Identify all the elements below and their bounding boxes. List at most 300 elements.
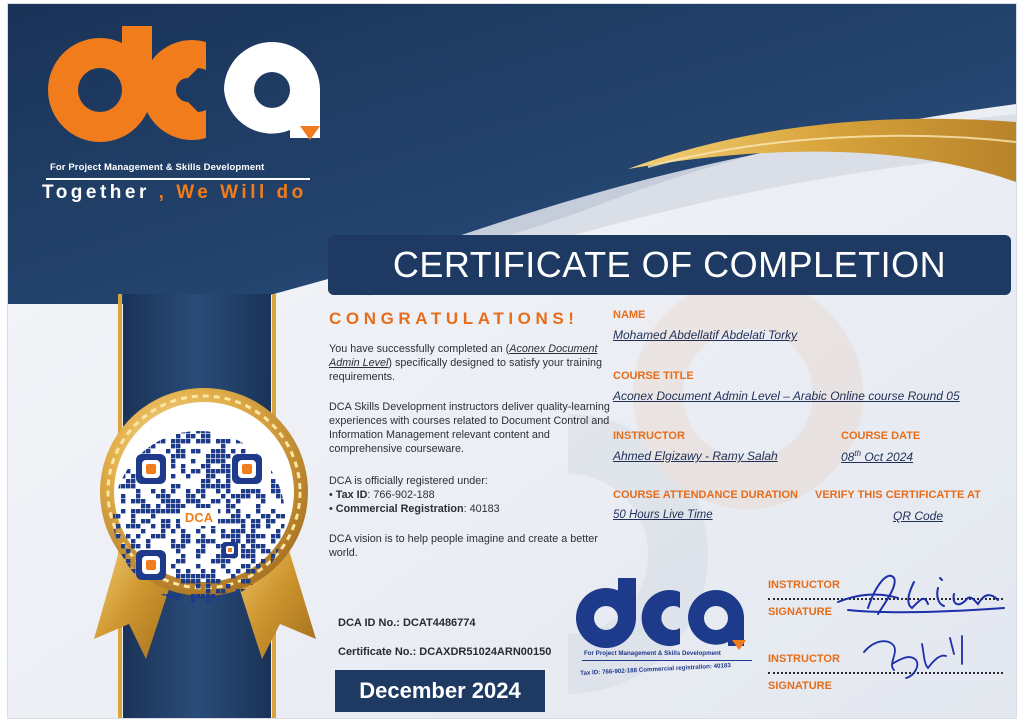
qr-module	[201, 539, 205, 543]
qr-module	[201, 544, 205, 548]
qr-module	[141, 604, 145, 608]
qr-module	[176, 574, 180, 578]
qr-module	[226, 499, 230, 503]
qr-module	[196, 504, 200, 508]
qr-module	[286, 489, 290, 493]
qr-module	[276, 489, 280, 493]
qr-module	[166, 494, 170, 498]
qr-module	[201, 504, 205, 508]
qr-module	[241, 429, 245, 433]
qr-module	[181, 544, 185, 548]
qr-module	[256, 544, 260, 548]
verify-link[interactable]: QR Code	[893, 509, 944, 523]
qr-module	[276, 584, 280, 588]
qr-module	[286, 484, 290, 488]
qr-module	[241, 554, 245, 558]
qr-module	[126, 454, 130, 458]
qr-module	[151, 489, 155, 493]
qr-module	[271, 509, 275, 513]
qr-module	[121, 574, 125, 578]
qr-module	[231, 494, 235, 498]
qr-module	[171, 484, 175, 488]
qr-module	[271, 599, 275, 603]
tax-id-value: : 766-902-188	[367, 489, 435, 501]
qr-module	[116, 524, 120, 528]
signature2-drawing	[858, 624, 978, 684]
qr-module	[206, 484, 210, 488]
qr-module	[156, 509, 160, 513]
signature2-label-bottom: SIGNATURE	[768, 680, 832, 692]
qr-module	[141, 589, 145, 593]
qr-module	[166, 524, 170, 528]
signature1-label-top: INSTRUCTOR	[768, 579, 840, 591]
qr-module	[216, 554, 220, 558]
qr-module	[136, 604, 140, 608]
qr-module	[246, 554, 250, 558]
qr-module	[261, 439, 265, 443]
qr-module	[211, 499, 215, 503]
qr-module	[251, 524, 255, 528]
qr-module	[121, 599, 125, 603]
qr-module	[151, 524, 155, 528]
qr-module	[181, 574, 185, 578]
bottom-logo-tagline: For Project Management & Skills Development	[584, 650, 721, 657]
qr-module	[191, 599, 195, 603]
qr-module	[221, 484, 225, 488]
qr-module	[141, 509, 145, 513]
qr-module	[236, 509, 240, 513]
qr-module	[286, 459, 290, 463]
qr-module	[266, 444, 270, 448]
qr-module	[211, 569, 215, 573]
qr-code-icon[interactable]	[106, 424, 292, 610]
qr-module	[111, 529, 115, 533]
qr-module	[106, 499, 110, 503]
qr-module	[156, 439, 160, 443]
qr-module	[216, 599, 220, 603]
qr-module	[266, 429, 270, 433]
qr-module	[116, 444, 120, 448]
qr-module	[111, 569, 115, 573]
qr-module	[171, 439, 175, 443]
qr-module	[196, 584, 200, 588]
qr-module	[191, 604, 195, 608]
qr-module	[161, 534, 165, 538]
qr-module	[211, 579, 215, 583]
qr-module	[211, 574, 215, 578]
qr-module	[131, 544, 135, 548]
qr-module	[231, 604, 235, 608]
qr-module	[286, 559, 290, 563]
tagline-underline	[46, 178, 310, 180]
qr-module	[151, 534, 155, 538]
qr-module	[121, 459, 125, 463]
qr-module	[136, 524, 140, 528]
qr-module	[191, 449, 195, 453]
qr-module	[201, 489, 205, 493]
qr-module	[191, 574, 195, 578]
dca-logo-blue-icon	[568, 574, 758, 652]
qr-module	[186, 439, 190, 443]
qr-module	[216, 459, 220, 463]
qr-module	[241, 439, 245, 443]
instructor-label: INSTRUCTOR	[613, 430, 685, 442]
qr-module	[241, 449, 245, 453]
qr-module	[196, 579, 200, 583]
qr-module	[226, 509, 230, 513]
qr-module	[281, 424, 285, 428]
name-value: Mohamed Abdellatif Abdelati Torky	[613, 328, 798, 342]
instructor-value: Ahmed Elgizawy - Ramy Salah	[613, 449, 778, 463]
qr-module	[171, 464, 175, 468]
qr-module	[206, 459, 210, 463]
completion-paragraph	[329, 342, 614, 384]
bottom-logo-tax-line: Tax ID: 766-902-188 Commercial registration: 40183	[580, 662, 732, 677]
qr-module	[151, 594, 155, 598]
qr-module	[156, 504, 160, 508]
qr-module	[231, 424, 235, 428]
qr-module	[186, 574, 190, 578]
qr-module	[176, 444, 180, 448]
qr-module	[226, 429, 230, 433]
qr-module	[281, 459, 285, 463]
congratulations-heading: CONGRATULATIONS!	[329, 309, 579, 328]
qr-module	[246, 549, 250, 553]
qr-module	[221, 529, 225, 533]
qr-module	[176, 549, 180, 553]
qr-module	[241, 494, 245, 498]
qr-module	[166, 504, 170, 508]
qr-module	[156, 434, 160, 438]
qr-module	[236, 434, 240, 438]
qr-module	[126, 574, 130, 578]
qr-module	[171, 459, 175, 463]
qr-module	[206, 584, 210, 588]
slogan-part2: , We Will do	[158, 182, 307, 203]
qr-module	[106, 534, 110, 538]
qr-module	[141, 499, 145, 503]
qr-module	[196, 574, 200, 578]
qr-module	[171, 489, 175, 493]
qr-module	[271, 539, 275, 543]
qr-module	[231, 514, 235, 518]
qr-module	[131, 479, 135, 483]
qr-module	[111, 494, 115, 498]
qr-module	[136, 534, 140, 538]
qr-module	[161, 524, 165, 528]
vision-paragraph: DCA vision is to help people imagine and create a better world.	[329, 533, 598, 559]
qr-module	[181, 529, 185, 533]
qr-module	[271, 449, 275, 453]
brand-tagline: For Project Management & Skills Development	[50, 162, 265, 173]
qr-module	[236, 519, 240, 523]
qr-module	[261, 514, 265, 518]
qr-module	[266, 579, 270, 583]
qr-module	[146, 519, 150, 523]
qr-module	[276, 529, 280, 533]
qr-module	[171, 594, 175, 598]
qr-module	[241, 529, 245, 533]
qr-module	[216, 469, 220, 473]
qr-module	[106, 464, 110, 468]
qr-module	[231, 534, 235, 538]
qr-module	[206, 454, 210, 458]
tax-id-line: • Tax ID: 766-902-188	[329, 489, 435, 501]
qr-module	[281, 474, 285, 478]
qr-module	[241, 579, 245, 583]
qr-module	[106, 509, 110, 513]
qr-module	[126, 549, 130, 553]
qr-module	[221, 469, 225, 473]
qr-module	[151, 514, 155, 518]
qr-module	[276, 514, 280, 518]
qr-module	[201, 429, 205, 433]
qr-module	[116, 459, 120, 463]
qr-module	[136, 589, 140, 593]
p1-before: You have successfully completed an (	[329, 343, 510, 355]
qr-module	[141, 429, 145, 433]
qr-module	[246, 489, 250, 493]
qr-module	[116, 439, 120, 443]
qr-module	[236, 594, 240, 598]
qr-module	[231, 449, 235, 453]
qr-module	[111, 514, 115, 518]
qr-module	[181, 454, 185, 458]
qr-module	[181, 424, 185, 428]
qr-module	[176, 449, 180, 453]
qr-module	[226, 519, 230, 523]
qr-module	[111, 464, 115, 468]
qr-module	[106, 529, 110, 533]
qr-module	[151, 424, 155, 428]
qr-module	[271, 534, 275, 538]
qr-module	[106, 479, 110, 483]
qr-module	[256, 494, 260, 498]
certificate-number: Certificate No.: DCAXDR51024ARN00150	[338, 646, 552, 658]
qr-module	[121, 509, 125, 513]
qr-module	[121, 439, 125, 443]
qr-module	[276, 604, 280, 608]
qr-module	[251, 529, 255, 533]
qr-module	[261, 544, 265, 548]
qr-module	[131, 509, 135, 513]
qr-module	[231, 429, 235, 433]
qr-module	[131, 514, 135, 518]
qr-module	[126, 429, 130, 433]
qr-module	[271, 559, 275, 563]
qr-module	[256, 519, 260, 523]
qr-module	[151, 444, 155, 448]
qr-module	[281, 494, 285, 498]
qr-module	[266, 524, 270, 528]
qr-module	[216, 449, 220, 453]
qr-module	[286, 434, 290, 438]
qr-module	[121, 429, 125, 433]
qr-module	[116, 589, 120, 593]
qr-module	[126, 589, 130, 593]
qr-module	[151, 434, 155, 438]
qr-module	[181, 534, 185, 538]
qr-module	[111, 439, 115, 443]
qr-module	[186, 499, 190, 503]
qr-module	[186, 579, 190, 583]
qr-module	[211, 604, 215, 608]
qr-module	[126, 449, 130, 453]
qr-module	[211, 454, 215, 458]
qr-module	[261, 494, 265, 498]
qr-module	[281, 514, 285, 518]
qr-module	[121, 444, 125, 448]
qr-module	[161, 434, 165, 438]
qr-module	[191, 424, 195, 428]
qr-module	[111, 429, 115, 433]
p1-course: Aconex Document Admin Level	[329, 343, 598, 369]
qr-module	[131, 524, 135, 528]
qr-module	[151, 509, 155, 513]
qr-module	[111, 534, 115, 538]
qr-module	[201, 549, 205, 553]
qr-module	[131, 429, 135, 433]
qr-module	[196, 429, 200, 433]
qr-module	[251, 434, 255, 438]
qr-module	[206, 579, 210, 583]
qr-module	[136, 509, 140, 513]
instructors-paragraph: DCA Skills Development instructors deliver quality-learning experiences with courses related to Document Control and Information Management relevant content and comprehensive courseware.	[329, 401, 610, 455]
qr-module	[241, 589, 245, 593]
registration-paragraph	[329, 474, 614, 516]
qr-module	[266, 589, 270, 593]
qr-module	[226, 604, 230, 608]
qr-module	[191, 494, 195, 498]
qr-module	[281, 499, 285, 503]
qr-module	[211, 459, 215, 463]
qr-module	[286, 474, 290, 478]
qr-module	[236, 514, 240, 518]
qr-module	[216, 489, 220, 493]
qr-module	[171, 564, 175, 568]
qr-module	[266, 514, 270, 518]
qr-module	[211, 539, 215, 543]
commercial-registration-label: Commercial Registration	[335, 503, 464, 515]
issue-date: December 2024	[359, 678, 521, 703]
qr-module	[176, 519, 180, 523]
qr-module	[251, 599, 255, 603]
tax-id-label: Tax ID	[335, 489, 368, 501]
qr-module	[171, 539, 175, 543]
qr-module	[276, 549, 280, 553]
course-title-value: Aconex Document Admin Level – Arabic Online course Round 05	[613, 389, 960, 403]
qr-module	[106, 599, 110, 603]
qr-module	[181, 449, 185, 453]
qr-module	[166, 449, 170, 453]
qr-module	[111, 574, 115, 578]
signature2-label-top: INSTRUCTOR	[768, 653, 840, 665]
qr-module	[121, 469, 125, 473]
qr-module	[111, 554, 115, 558]
qr-module	[121, 494, 125, 498]
qr-module	[286, 584, 290, 588]
qr-module	[166, 499, 170, 503]
qr-module	[126, 444, 130, 448]
qr-module	[276, 534, 280, 538]
qr-module	[186, 494, 190, 498]
qr-module	[286, 549, 290, 553]
qr-module	[211, 484, 215, 488]
qr-module	[126, 564, 130, 568]
qr-module	[111, 474, 115, 478]
qr-module	[286, 569, 290, 573]
qr-module	[226, 424, 230, 428]
qr-module	[266, 594, 270, 598]
qr-module	[171, 424, 175, 428]
qr-module	[231, 519, 235, 523]
qr-module	[276, 564, 280, 568]
qr-module	[276, 429, 280, 433]
qr-module	[141, 529, 145, 533]
qr-module	[106, 524, 110, 528]
qr-module	[216, 454, 220, 458]
qr-module	[246, 539, 250, 543]
qr-module	[146, 544, 150, 548]
qr-module	[216, 484, 220, 488]
qr-module	[141, 434, 145, 438]
qr-module	[181, 464, 185, 468]
qr-module	[116, 604, 120, 608]
qr-module	[131, 569, 135, 573]
dca-id: DCA ID No.: DCAT4486774	[338, 617, 476, 629]
qr-module	[106, 594, 110, 598]
qr-module	[241, 544, 245, 548]
qr-module	[276, 594, 280, 598]
qr-module	[276, 474, 280, 478]
qr-module	[176, 544, 180, 548]
qr-module	[246, 594, 250, 598]
qr-module	[236, 534, 240, 538]
qr-module	[226, 474, 230, 478]
qr-module	[236, 494, 240, 498]
qr-module	[266, 604, 270, 608]
p1-after: ) specifically designed to satisfy your training requirements.	[329, 357, 603, 383]
qr-module	[201, 594, 205, 598]
qr-module	[196, 549, 200, 553]
qr-module	[216, 589, 220, 593]
qr-module	[256, 524, 260, 528]
certificate	[8, 4, 1016, 718]
qr-module	[261, 584, 265, 588]
qr-module	[246, 589, 250, 593]
qr-module	[131, 589, 135, 593]
qr-module	[191, 434, 195, 438]
qr-module	[116, 484, 120, 488]
registration-intro: DCA is officially registered under:	[329, 475, 488, 487]
qr-module	[176, 504, 180, 508]
qr-module	[146, 439, 150, 443]
qr-module	[251, 519, 255, 523]
qr-module	[231, 574, 235, 578]
qr-module	[261, 549, 265, 553]
qr-module	[241, 549, 245, 553]
qr-module	[251, 539, 255, 543]
qr-module	[281, 524, 285, 528]
qr-module	[246, 424, 250, 428]
signature1-drawing	[828, 564, 1008, 624]
qr-module	[106, 449, 110, 453]
qr-module	[286, 439, 290, 443]
qr-module	[126, 484, 130, 488]
qr-module	[186, 534, 190, 538]
qr-module	[201, 604, 205, 608]
qr-module	[276, 424, 280, 428]
